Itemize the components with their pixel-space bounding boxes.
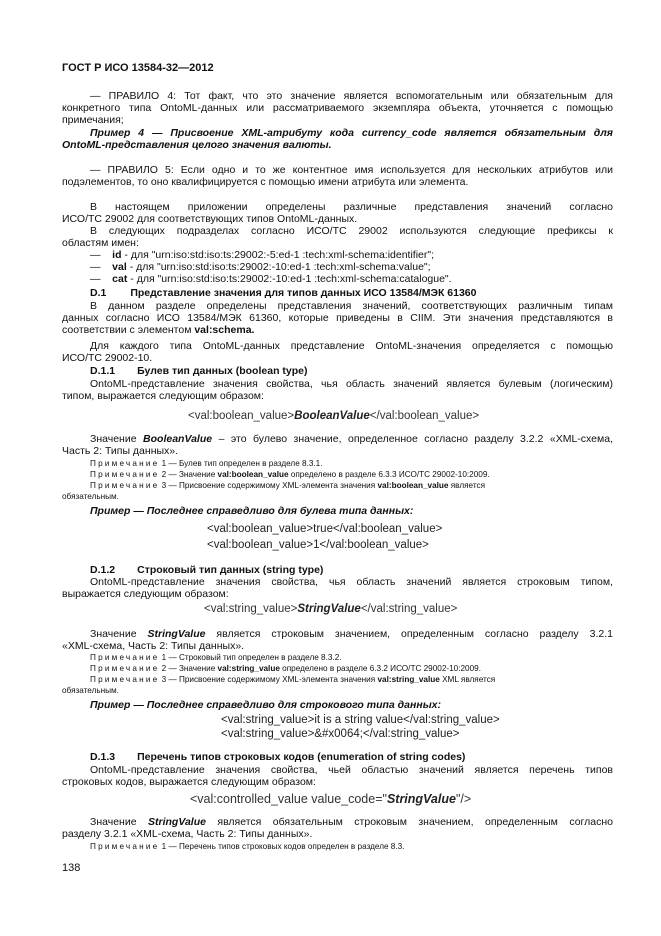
intro-line-3: В следующих подразделах согласно ИСО/ТС 29002 используются следующие префиксы к bbox=[90, 225, 613, 237]
desc-value: StringValue bbox=[147, 628, 206, 640]
note-rest: является bbox=[448, 481, 486, 490]
section-number: D.1.1 bbox=[90, 365, 116, 377]
note-label: Примечание bbox=[90, 653, 160, 662]
section-number: D.1.3 bbox=[90, 751, 116, 763]
d12-desc-line-1 bbox=[90, 628, 613, 640]
d12-note-1 bbox=[90, 653, 342, 663]
prefix-item-val bbox=[90, 261, 431, 273]
rule5-line-1: — ПРАВИЛО 5: Если одно и то же контентное имя используется для нескольких атрибутов или bbox=[90, 164, 613, 176]
section-title: Представление значения для типов данных ИСО 13584/МЭК 61360 bbox=[130, 287, 477, 299]
prefix-name: id bbox=[112, 249, 122, 261]
desc-text: – это булево значение, определенное согласно разделу 3.2.2 «XML-схема, bbox=[212, 433, 613, 445]
d12-note-2 bbox=[90, 664, 481, 674]
desc-value: StringValue bbox=[148, 816, 206, 828]
code-close-tag: </val:boolean_value> bbox=[369, 410, 480, 422]
prefix-dash: — bbox=[90, 273, 101, 285]
note-bold: val:boolean_value bbox=[217, 470, 289, 479]
note-label: Примечание bbox=[90, 459, 160, 468]
rule5-line-2: подэлементов, то оно квалифицируется с помощью имени атрибута или элемента. bbox=[62, 176, 469, 188]
d11-note-2 bbox=[90, 470, 490, 480]
prefix-text: - для "urn:iso:std:iso:ts:29002:-5:ed-1 :tech:xml-schema:identifier"; bbox=[121, 249, 435, 261]
section-title: Перечень типов строковых кодов (enumeration of string codes) bbox=[137, 751, 466, 763]
d1-para1-schema: val:schema. bbox=[194, 324, 255, 336]
section-number: D.1.2 bbox=[90, 564, 116, 576]
d13-desc-line-1 bbox=[90, 816, 613, 828]
code-open-tag: <val:string_value> bbox=[204, 603, 298, 615]
section-d12-heading bbox=[90, 564, 323, 576]
section-number: D.1 bbox=[90, 287, 107, 299]
desc-value: BooleanValue bbox=[143, 433, 213, 445]
d12-intro-line-1: OntoML-представление значения свойства, чья область значений является строковым типом, bbox=[90, 576, 613, 588]
d1-para2-line-1: Для каждого типа OntoML-данных представление OntoML-значения определяется с помощью bbox=[90, 340, 613, 352]
code-open-tag: <val:boolean_value> bbox=[188, 410, 295, 422]
d12-desc-line-2: «XML-схема, Часть 2: Типы данных». bbox=[62, 640, 245, 652]
d13-intro-line-2: строковых кодов, выражается следующим образом: bbox=[62, 776, 316, 788]
d13-code-syntax bbox=[190, 792, 471, 806]
desc-text: Значение bbox=[90, 433, 144, 445]
example4-line-1: Пример 4 — Присвоение XML-атрибуту кода currency_code является обязательным для bbox=[90, 127, 613, 139]
code-value: StringValue bbox=[297, 603, 361, 615]
note-label: Примечание bbox=[90, 470, 160, 479]
note-rest: определено в разделе 6.3.2 ИСО/ТС 29002-10:2009. bbox=[279, 664, 481, 673]
section-title: Булев тип данных (boolean type) bbox=[137, 365, 308, 377]
intro-line-4: областям имен: bbox=[62, 237, 139, 249]
section-d1-heading bbox=[90, 287, 476, 299]
note-text: 1 — Булев тип определен в разделе 8.3.1. bbox=[159, 459, 323, 468]
d1-para1-line-1: В данном разделе определены представления значений, соответствующих различным типам bbox=[90, 300, 613, 312]
note-label: Примечание bbox=[90, 842, 160, 851]
d11-note-1 bbox=[90, 459, 323, 469]
desc-text: является обязательным строковым значением, определенным согласно bbox=[205, 816, 613, 828]
code-close-tag: "/> bbox=[455, 792, 472, 806]
d11-intro-line-1: OntoML-представление значения свойства, чья область значений является булевым (логическим) bbox=[90, 378, 613, 390]
desc-text: является строковым значением, определенным согласно разделу 3.2.1 bbox=[205, 628, 613, 640]
d11-note-3 bbox=[90, 481, 613, 491]
note-text: 3 — Присвоение содержимому XML-элемента значения bbox=[159, 675, 378, 684]
note-rest: XML является bbox=[439, 675, 496, 684]
note-label: Примечание bbox=[90, 664, 160, 673]
section-d11-heading bbox=[90, 365, 307, 377]
d12-intro-line-2: выражается следующим образом: bbox=[62, 588, 229, 600]
code-value: BooleanValue bbox=[294, 410, 370, 422]
d12-code-syntax bbox=[204, 602, 457, 616]
d12-note-3 bbox=[90, 675, 495, 685]
d1-para2-line-2: ИСО/ТС 29002-10. bbox=[62, 352, 153, 364]
desc-text: Значение bbox=[90, 628, 148, 640]
example4-line-2: OntoML-представления целого значения валюты. bbox=[62, 139, 332, 151]
d1-para1-line-3 bbox=[62, 324, 254, 336]
note-label: Примечание bbox=[90, 481, 160, 490]
rule4-line-3: примечания; bbox=[62, 114, 124, 126]
d1-para1-line-2: данных согласно ИСО 13584/МЭК 61360, которые приведены в CIIM. Эти значения представляются в bbox=[62, 312, 613, 324]
d12-example-1: <val:string_value>it is a string value</val:string_value> bbox=[221, 714, 500, 726]
intro-line-2: ИСО/ТС 29002 для соответствующих типов OntoML-данных. bbox=[62, 213, 358, 225]
note-rest: определено в разделе 6.3.3 ИСО/ТС 29002-10:2009. bbox=[288, 470, 490, 479]
d11-desc-line-2: Часть 2: Типы данных». bbox=[62, 445, 179, 457]
prefix-name: val bbox=[112, 261, 127, 273]
d13-note-1 bbox=[90, 842, 404, 852]
code-open-tag: <val:controlled_value value_code=" bbox=[190, 792, 387, 806]
d13-desc-line-2: разделу 3.2.1 «XML-схема, Часть 2: Типы данных». bbox=[62, 828, 313, 840]
section-title: Строковый тип данных (string type) bbox=[137, 564, 324, 576]
desc-text: Значение bbox=[90, 816, 148, 828]
d13-intro-line-1: OntoML-представление значения свойства, чьей областью значений является перечень типов bbox=[90, 764, 613, 776]
note-bold: val:boolean_value bbox=[377, 481, 449, 490]
note-text: 3 — Присвоение содержимому XML-элемента значения bbox=[159, 481, 378, 490]
d11-example-title: Пример — Последнее справедливо для булева типа данных: bbox=[90, 505, 414, 517]
note-bold: val:string_value bbox=[377, 675, 440, 684]
note-text: 1 — Строковый тип определен в разделе 8.3.2. bbox=[159, 653, 342, 662]
document-header: ГОСТ Р ИСО 13584-32—2012 bbox=[62, 62, 214, 74]
d12-example-title: Пример — Последнее справедливо для строкового типа данных: bbox=[90, 699, 442, 711]
prefix-item-id bbox=[90, 249, 434, 261]
d11-example-2: <val:boolean_value>1</val:boolean_value> bbox=[207, 539, 429, 551]
prefix-name: cat bbox=[112, 273, 128, 285]
d11-intro-line-2: типом, выражается следующим образом: bbox=[62, 390, 264, 402]
d12-example-2: <val:string_value>&#x0064;</val:string_value> bbox=[221, 728, 460, 740]
prefix-text: - для "urn:iso:std:iso:ts:29002:-10:ed-1 :tech:xml-schema:value"; bbox=[126, 261, 431, 273]
rule4-line-2: конкретного типа OntoML-данных или рассматриваемого экземпляра объекта, уточняется с помощью bbox=[62, 102, 613, 114]
note-text: 1 — Перечень типов строковых кодов определен в разделе 8.3. bbox=[159, 842, 405, 851]
rule4-line-1: — ПРАВИЛО 4: Тот факт, что это значение является вспомогательным или обязательным для bbox=[90, 90, 613, 102]
intro-line-1: В настоящем приложении определены различные представления значений согласно bbox=[90, 201, 613, 213]
prefix-text: - для "urn:iso:std:iso:ts:29002:-10:ed-1 :tech:xml-schema:catalogue". bbox=[127, 273, 452, 285]
code-close-tag: </val:string_value> bbox=[360, 603, 458, 615]
note-text: 2 — Значение bbox=[159, 470, 218, 479]
page-number: 138 bbox=[62, 862, 81, 874]
note-text: 2 — Значение bbox=[159, 664, 218, 673]
prefix-item-cat bbox=[90, 273, 452, 285]
section-d13-heading bbox=[90, 751, 465, 763]
note-bold: val:string_value bbox=[217, 664, 280, 673]
note-label: Примечание bbox=[90, 675, 160, 684]
code-value: StringValue bbox=[386, 792, 456, 806]
d11-code-syntax bbox=[188, 409, 479, 423]
d11-example-1: <val:boolean_value>true</val:boolean_value> bbox=[207, 523, 443, 535]
prefix-dash: — bbox=[90, 249, 101, 261]
d12-note-3-cont: обязательным. bbox=[62, 686, 119, 695]
d1-para1-text: соответствии с элементом bbox=[62, 324, 195, 336]
prefix-dash: — bbox=[90, 261, 101, 273]
d11-desc-line-1 bbox=[90, 433, 613, 445]
d11-note-3-cont: обязательным. bbox=[62, 492, 119, 501]
